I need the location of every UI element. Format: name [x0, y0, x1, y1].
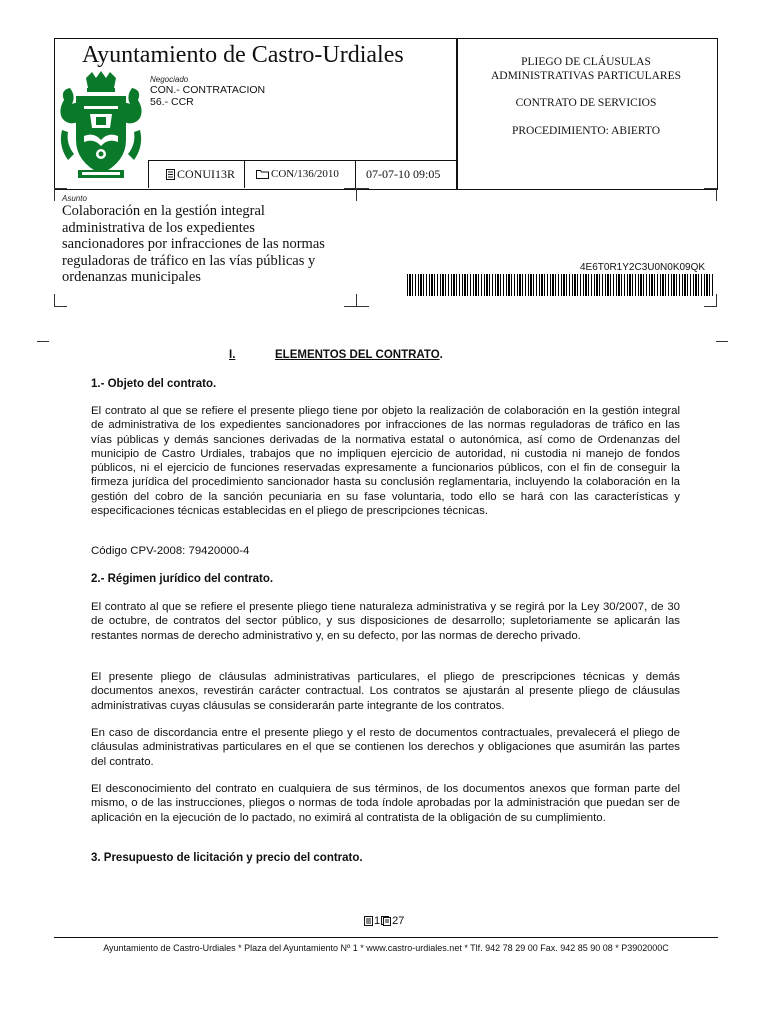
section-number: I.: [229, 349, 236, 361]
corner-mark: [704, 188, 717, 201]
barcode-text: 4E6T0R1Y2C3U0N0K09QK: [580, 262, 706, 273]
code1-text: CONUI13R: [177, 167, 236, 181]
coat-of-arms-logo: [58, 70, 144, 182]
fold-mark-left: [37, 341, 49, 342]
doc-type-line1: PLIEGO DE CLÁUSULAS: [521, 56, 651, 68]
code2-cell: [256, 168, 339, 180]
asunto-line: ordenanzas municipales: [62, 269, 201, 286]
corner-mark: [356, 188, 369, 201]
header-cell-divider-3: [355, 160, 356, 188]
paragraph-regimen-2: El presente pliego de cláusulas administrativas particulares, el pliego de prescripciones técnicas y demás documentos anexos, revestirán carácter contractual. Los contratos se ajustarán al presente pliego de cláusulas administrativas cuyas cláusulas se considerarán parte integrante de los contratos.: [91, 671, 680, 712]
pages-icon: [381, 916, 391, 926]
paragraph-objeto: El contrato al que se refiere el presente pliego tiene por objeto la realización de colaboración en la gestión integral de administrativa de los expedientes sancionadores por infracciones de las normas reguladoras de tráfico en las vías públicas y demás sanciones derivadas de la normativa estatal o autonómica, así como de Ordenanzas del municipio de Castro Urdiales, trabajos que no impliquen ejercicio de autoridad, ni custodia ni manejo de fondos públicos, ni el ejercicio de funciones reservadas expresamente a funcionarios públicos, con el fin de conseguir la firmeza jurídica del procedimiento sancionador hasta su conclusión reglamentaria, incluyendo la colaboración en la gestión del cobro de la sanción pecuniaria en su fase voluntaria, todo ello se hará con las características y especificaciones técnicas establecidas en el pliego de prescripciones técnicas.: [91, 405, 680, 518]
footer-rule: [54, 937, 718, 938]
asunto-text: [62, 203, 325, 286]
page-icon: [364, 916, 373, 926]
negociado-line1: CON.- CONTRATACION: [150, 84, 266, 96]
contract-type: CONTRATO DE SERVICIOS: [515, 97, 657, 109]
section-title-text: ELEMENTOS DEL CONTRATO: [275, 349, 440, 361]
datetime-text: 07-07-10 09:05: [366, 167, 441, 181]
asunto-line: sancionadores por infracciones de las normas: [62, 236, 325, 253]
asunto-label: Asunto: [62, 194, 87, 203]
corner-mark: [54, 294, 67, 307]
doc-type-line2: ADMINISTRATIVAS PARTICULARES: [490, 70, 682, 82]
section-title-period: .: [439, 349, 443, 361]
document-icon: [166, 169, 175, 180]
code2-text: CON/136/2010: [271, 168, 339, 180]
barcode: [407, 274, 715, 296]
paragraph-regimen-3: En caso de discordancia entre el presente pliego y el resto de documentos contractuales, prevalecerá el pliego de cláusulas administrativas particulares en el que se contienen los derechos y obligaciones que asumirán las partes del contrato.: [91, 727, 680, 768]
code1-cell: [166, 167, 235, 182]
negociado-label: Negociado: [150, 75, 189, 84]
page-total: 27: [392, 915, 405, 927]
corner-mark: [356, 294, 369, 307]
corner-mark: [54, 188, 67, 201]
header-cell-divider-1: [148, 160, 149, 188]
fold-mark-right: [716, 341, 728, 342]
heading-presupuesto: 3. Presupuesto de licitación y precio del contrato.: [91, 852, 363, 864]
heading-regimen: 2.- Régimen jurídico del contrato.: [91, 573, 274, 585]
header-bottom-row-divider: [148, 160, 456, 161]
asunto-line: administrativa de los expedientes: [62, 219, 255, 236]
asunto-line: reguladoras de tráfico en las vías públicas y: [62, 252, 316, 269]
cpv-code: Código CPV-2008: 79420000-4: [91, 545, 250, 557]
page-number: [364, 915, 404, 927]
paragraph-regimen-1: El contrato al que se refiere el presente pliego tiene naturaleza administrativa y se regirá por la Ley 30/2007, de 30 de octubre, de contratos del sector público, y sus disposiciones de desarrollo; supletoriamente se aplicarán las restantes normas de derecho administrativo y, en su defecto, por las normas de derecho privado.: [91, 601, 680, 642]
procedure-type: PROCEDIMIENTO: ABIERTO: [511, 125, 661, 137]
heading-objeto: 1.- Objeto del contrato.: [91, 378, 217, 390]
folder-icon: [256, 169, 269, 179]
section-title: [275, 349, 443, 361]
header-cell-divider-2: [244, 160, 245, 188]
footer-address: Ayuntamiento de Castro-Urdiales * Plaza del Ayuntamiento Nº 1 * www.castro-urdiales.net * Tlf. 942 78 29 00 Fax. 942 85 90 08 * P3902000C: [103, 943, 669, 953]
asunto-line: Colaboración en la gestión integral: [62, 203, 265, 219]
org-title: Ayuntamiento de Castro-Urdiales: [82, 42, 404, 68]
paragraph-regimen-4: El desconocimiento del contrato en cualquiera de sus términos, de los documentos anexos que forman parte del mismo, o de las instrucciones, pliegos o normas de toda índole aprobadas por la administración que puedan ser de aplicación en la ejecución de lo pactado, no eximirá al contratista de la obligación de su cumplimiento.: [91, 783, 680, 824]
page-current: 1: [374, 915, 381, 927]
negociado-line2: 56.- CCR: [150, 96, 194, 108]
